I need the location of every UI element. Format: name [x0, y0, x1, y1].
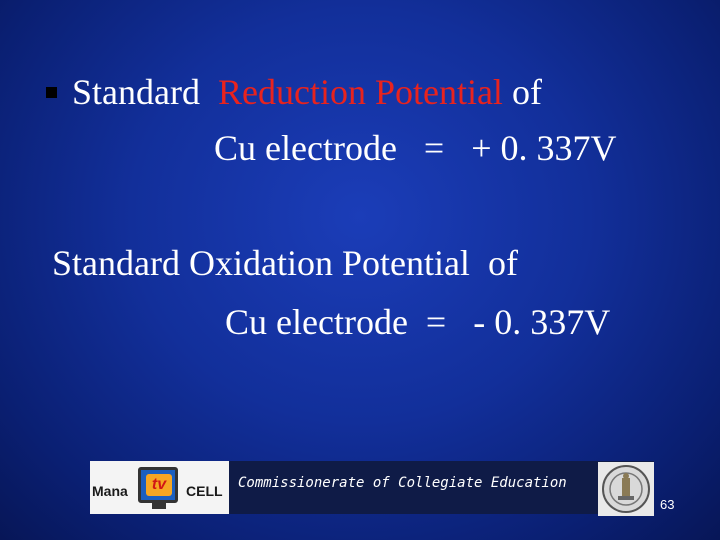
emblem-graphic: [598, 462, 654, 516]
mana-tv-cell-logo: [90, 461, 229, 514]
tv-stand-icon: [152, 503, 166, 509]
oxidation-potential-label: Oxidation Potential of: [188, 243, 518, 283]
reduction-potential-line: [72, 72, 542, 112]
logo-cell-text: CELL: [186, 483, 223, 499]
reduction-potential-label: Reduction Potential: [217, 72, 503, 112]
logo-tv-text: tv: [146, 474, 172, 496]
bullet-square-icon: [46, 87, 57, 98]
page-number: 63: [660, 497, 675, 512]
word-standard-2: Standard: [52, 243, 180, 283]
logo-mana-text: Mana: [92, 483, 128, 499]
tv-icon: [138, 467, 178, 503]
word-standard: Standard: [72, 72, 200, 112]
word-of: of: [511, 72, 542, 112]
state-emblem-icon: [598, 462, 654, 516]
oxidation-value-line: Cu electrode = - 0. 337V: [225, 302, 611, 342]
footer-commissionerate-text: Commissionerate of Collegiate Education: [238, 475, 567, 491]
reduction-value-line: Cu electrode = + 0. 337V: [214, 128, 617, 168]
oxidation-potential-line: [52, 243, 518, 283]
